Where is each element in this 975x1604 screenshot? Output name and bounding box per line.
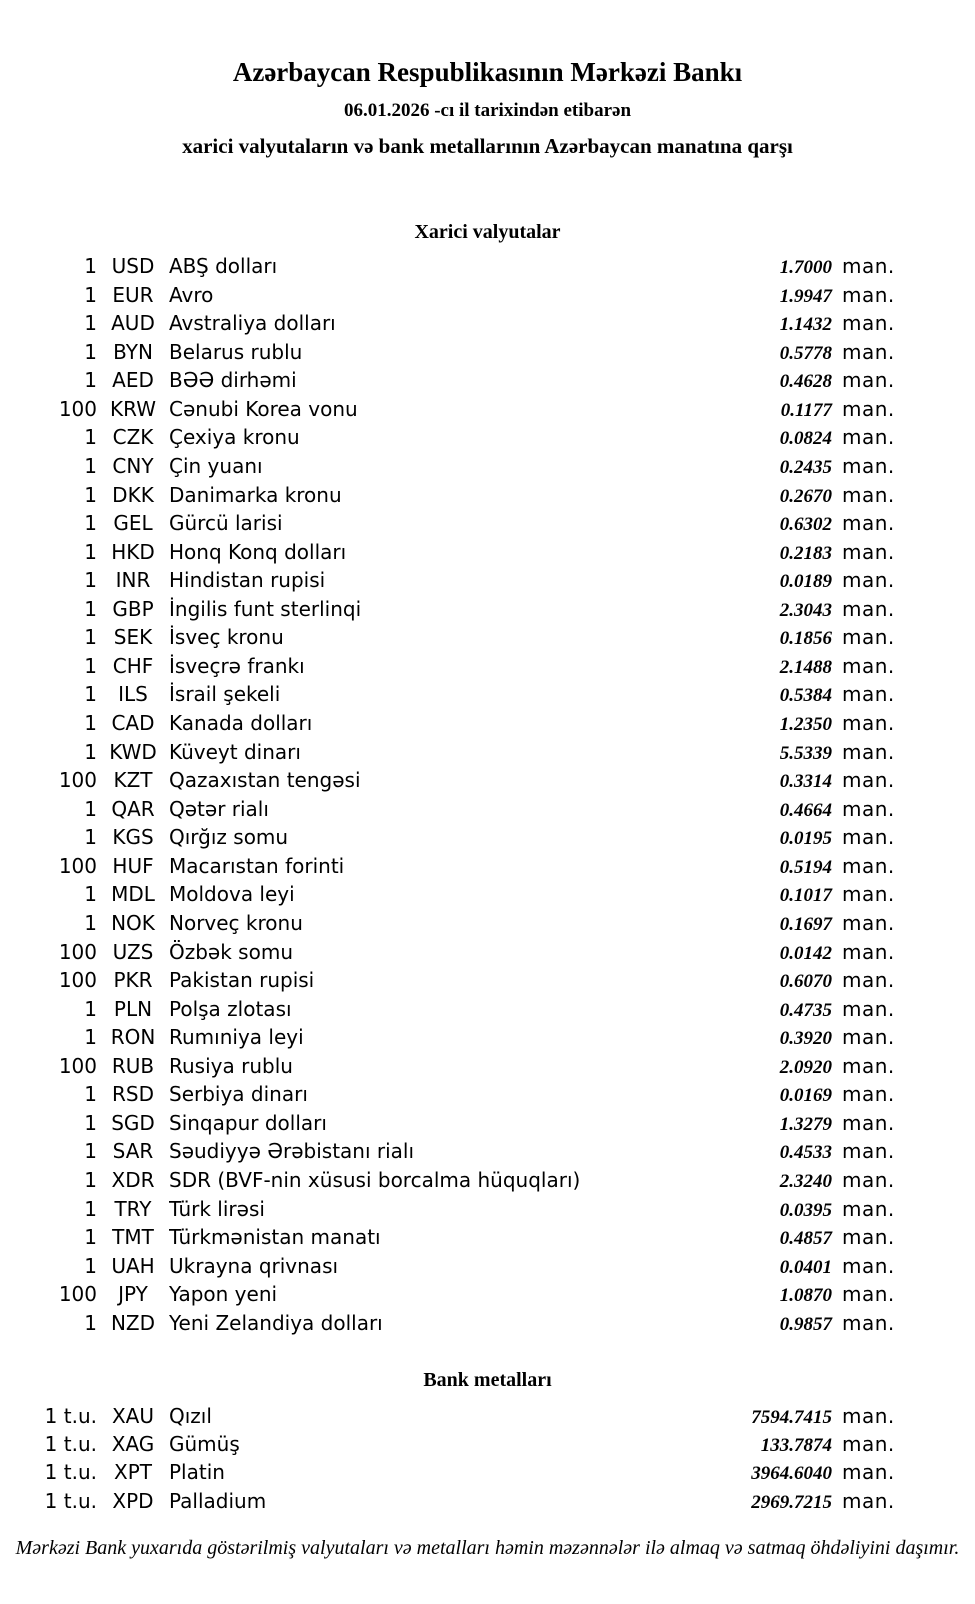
currency-rate-value: 2.1488 xyxy=(779,656,832,678)
currency-rate-value: 0.4628 xyxy=(779,371,832,393)
metal-rate-table xyxy=(0,1402,975,1515)
currency-quantity: 1 xyxy=(84,1196,97,1221)
currency-name: ABŞ dolları xyxy=(169,254,278,278)
currency-rate-row xyxy=(0,909,975,938)
currency-name: Səudiyyə Ərəbistanı rialı xyxy=(169,1139,415,1164)
metal-unit-label: man. xyxy=(842,1488,895,1513)
currency-name: İsveçrə frankı xyxy=(169,653,305,678)
currency-quantity: 1 xyxy=(84,625,97,650)
page-title: Azərbaycan Respublikasının Mərkəzi Bankı xyxy=(232,57,743,87)
currency-unit-label: man. xyxy=(842,339,895,364)
currency-name: Kanada dolları xyxy=(169,711,313,735)
currency-rate-value: 2.0920 xyxy=(779,1056,832,1078)
currency-quantity: 1 xyxy=(84,1168,97,1192)
currency-unit-label: man. xyxy=(842,1168,895,1192)
currency-rate-row xyxy=(0,252,975,281)
currency-name: Cənubi Korea vonu xyxy=(169,396,358,421)
currency-rate-row xyxy=(0,1109,975,1138)
currency-rate-row xyxy=(0,766,975,795)
disclaimer-note: Mərkəzi Bank yuxarıda göstərilmiş valyutaları və metalları həmin məzənnələr ilə almaq və satmaq öhdəliyini daşımır. xyxy=(15,1537,960,1559)
currency-name: Hindistan rupisi xyxy=(169,568,326,593)
currency-unit-label: man. xyxy=(842,311,895,336)
currency-name: SDR (BVF-nin xüsusi borcalma hüquqları) xyxy=(169,1168,581,1192)
currency-quantity: 1 xyxy=(84,1082,97,1107)
currency-quantity: 1 xyxy=(84,539,97,564)
currency-rate-value: 0.2435 xyxy=(779,456,832,478)
currency-rate-row xyxy=(0,966,975,995)
currency-rate-value: 1.1432 xyxy=(779,314,832,336)
currency-code: CNY xyxy=(112,453,154,478)
currency-name: Sinqapur dolları xyxy=(169,1110,327,1135)
currency-unit-label: man. xyxy=(842,996,895,1021)
currency-rate-row xyxy=(0,738,975,767)
currency-rate-row xyxy=(0,1309,975,1338)
currency-rate-value: 0.5194 xyxy=(779,856,832,878)
currency-code: SAR xyxy=(112,1139,154,1164)
currency-unit-label: man. xyxy=(842,1225,895,1250)
currency-code: CHF xyxy=(112,653,154,678)
currency-rate-row xyxy=(0,680,975,709)
currency-code: PKR xyxy=(113,968,153,993)
currency-rate-value: 1.7000 xyxy=(779,257,832,278)
currency-quantity: 1 xyxy=(84,425,97,450)
metal-rate-row xyxy=(0,1430,975,1458)
currency-name: Moldova leyi xyxy=(169,882,295,907)
currency-quantity: 1 xyxy=(84,882,97,907)
currency-rate-value: 0.0195 xyxy=(779,828,832,850)
currency-unit-label: man. xyxy=(842,968,895,993)
currency-code: KRW xyxy=(110,396,156,421)
currency-name: Türk lirəsi xyxy=(169,1196,265,1221)
metal-rate-row xyxy=(0,1458,975,1486)
currency-rate-row xyxy=(0,481,975,510)
currency-code: PLN xyxy=(113,996,153,1021)
metal-rate-value: 133.7874 xyxy=(760,1435,832,1457)
currency-quantity: 1 xyxy=(84,711,97,735)
currency-name: Danimarka kronu xyxy=(169,482,342,507)
currency-name: Avstraliya dolları xyxy=(169,311,336,336)
currency-name: Norveç kronu xyxy=(169,910,303,935)
currency-code: KZT xyxy=(113,768,153,793)
currency-unit-label: man. xyxy=(842,711,895,735)
currency-quantity: 1 xyxy=(84,254,97,278)
currency-rate-value: 0.9857 xyxy=(779,1313,832,1335)
currency-rate-value: 0.2670 xyxy=(779,485,832,507)
currency-unit-label: man. xyxy=(842,568,895,593)
currency-rate-row xyxy=(0,1195,975,1224)
currency-name: Rumıniya leyi xyxy=(169,1025,304,1050)
metal-rate-row xyxy=(0,1487,975,1515)
metal-rate-row xyxy=(0,1402,975,1430)
currency-code: MDL xyxy=(111,882,155,907)
metal-quantity: 1 t.u. xyxy=(44,1460,97,1485)
currency-code: CAD xyxy=(111,711,155,735)
currency-rate-value: 0.6070 xyxy=(779,971,832,993)
currency-quantity: 1 xyxy=(84,1110,97,1135)
currency-name: Polşa zlotası xyxy=(169,996,292,1021)
effective-date: 06.01.2026 -cı il tarixindən etibarən xyxy=(343,100,632,121)
currency-unit-label: man. xyxy=(842,1196,895,1221)
currency-quantity: 1 xyxy=(84,568,97,593)
currency-name: Yapon yeni xyxy=(169,1282,278,1307)
currency-code: DKK xyxy=(112,482,154,507)
currency-code: JPY xyxy=(118,1282,148,1307)
currency-name: İngilis funt sterlinqi xyxy=(169,596,362,621)
currency-name: Macarıstan forinti xyxy=(169,853,345,878)
currency-rate-value: 0.1017 xyxy=(779,885,832,907)
currency-rate-value: 2.3240 xyxy=(779,1171,832,1192)
currency-code: RON xyxy=(110,1025,156,1050)
currency-rate-value: 0.0401 xyxy=(779,1256,832,1278)
currency-code: RUB xyxy=(111,1053,155,1078)
currency-quantity: 1 xyxy=(84,1310,97,1335)
currency-rate-row xyxy=(0,423,975,452)
currency-rate-value: 0.2183 xyxy=(779,542,832,564)
currency-name: Qətər rialı xyxy=(169,796,269,821)
currency-code: HKD xyxy=(111,539,155,564)
currency-name: BƏƏ dirhəmi xyxy=(169,368,297,393)
currency-rate-value: 0.4735 xyxy=(779,999,832,1021)
currency-rate-row xyxy=(0,623,975,652)
currency-unit-label: man. xyxy=(842,539,895,564)
metal-quantity: 1 t.u. xyxy=(44,1488,97,1513)
currency-rate-value: 0.0189 xyxy=(779,571,832,593)
metals-section-title: Bank metalları xyxy=(423,1369,552,1391)
currency-rate-value: 0.1856 xyxy=(779,628,832,650)
currency-quantity: 100 xyxy=(58,939,97,964)
metal-quantity: 1 t.u. xyxy=(44,1404,97,1428)
metal-name: Platin xyxy=(169,1460,225,1485)
currency-rate-value: 1.9947 xyxy=(779,285,832,307)
currency-rate-row xyxy=(0,795,975,824)
currency-rate-value: 2.3043 xyxy=(779,599,832,621)
currency-unit-label: man. xyxy=(842,1253,895,1278)
currency-code: SGD xyxy=(111,1110,155,1135)
currency-rate-row xyxy=(0,1223,975,1252)
currency-name: Küveyt dinarı xyxy=(169,739,301,764)
currency-unit-label: man. xyxy=(842,882,895,907)
currency-quantity: 1 xyxy=(84,910,97,935)
currency-rate-row xyxy=(0,595,975,624)
metal-rate-value: 7594.7415 xyxy=(751,1407,832,1428)
currency-rate-row xyxy=(0,1023,975,1052)
currency-code: ILS xyxy=(118,682,148,707)
currency-rate-value: 0.4664 xyxy=(779,799,832,821)
currency-rate-value: 0.1697 xyxy=(779,913,832,935)
currency-unit-label: man. xyxy=(842,453,895,478)
currency-rate-row xyxy=(0,995,975,1024)
currency-quantity: 1 xyxy=(84,682,97,707)
currencies-section-title: Xarici valyutalar xyxy=(414,221,561,243)
currency-code: BYN xyxy=(113,339,153,364)
currency-unit-label: man. xyxy=(842,768,895,793)
currency-rate-row xyxy=(0,1052,975,1081)
currency-quantity: 1 xyxy=(84,482,97,507)
currency-quantity: 1 xyxy=(84,1253,97,1278)
metal-unit-label: man. xyxy=(842,1404,895,1428)
currency-code: AED xyxy=(112,368,154,393)
currency-rate-row xyxy=(0,652,975,681)
currency-rate-value: 0.6302 xyxy=(779,514,832,536)
currency-quantity: 1 xyxy=(84,825,97,850)
currency-code: GBP xyxy=(112,596,154,621)
currency-name: Belarus rublu xyxy=(169,339,303,364)
currency-quantity: 1 xyxy=(84,996,97,1021)
currency-quantity: 1 xyxy=(84,453,97,478)
currency-unit-label: man. xyxy=(842,511,895,536)
currency-name: Türkmənistan manatı xyxy=(169,1225,381,1250)
currency-rate-row xyxy=(0,1080,975,1109)
metal-rate-value: 3964.6040 xyxy=(751,1463,832,1485)
currency-unit-label: man. xyxy=(842,254,895,278)
currency-quantity: 1 xyxy=(84,796,97,821)
currency-unit-label: man. xyxy=(842,282,895,307)
currency-quantity: 1 xyxy=(84,1225,97,1250)
currency-unit-label: man. xyxy=(842,1082,895,1107)
currency-code: UZS xyxy=(112,939,154,964)
metal-code: XAU xyxy=(111,1404,155,1428)
currency-name: İsveç kronu xyxy=(169,625,284,650)
currency-quantity: 1 xyxy=(84,653,97,678)
currency-rate-row xyxy=(0,1137,975,1166)
currency-quantity: 100 xyxy=(58,396,97,421)
metal-name: Gümüş xyxy=(169,1432,240,1457)
currency-rate-value: 5.5339 xyxy=(779,742,832,764)
currency-rate-value: 0.0169 xyxy=(779,1085,832,1107)
currency-rate-value: 1.2350 xyxy=(779,714,832,735)
currency-quantity: 100 xyxy=(58,768,97,793)
currency-code: EUR xyxy=(112,282,154,307)
currency-quantity: 1 xyxy=(84,339,97,364)
currency-rate-value: 1.3279 xyxy=(779,1113,832,1135)
page-subtitle: xarici valyutaların və bank metallarının Azərbaycan manatına qarşı xyxy=(182,134,793,158)
currency-code: NOK xyxy=(111,910,155,935)
currency-quantity: 1 xyxy=(84,511,97,536)
currency-unit-label: man. xyxy=(842,796,895,821)
currency-unit-label: man. xyxy=(842,1282,895,1307)
metal-code: XAG xyxy=(111,1432,155,1457)
currency-name: Ukrayna qrivnası xyxy=(169,1253,339,1278)
currency-rate-value: 0.5384 xyxy=(779,685,832,707)
currency-name: Çin yuanı xyxy=(169,453,263,478)
currency-rate-row xyxy=(0,395,975,424)
currency-quantity: 1 xyxy=(84,282,97,307)
currency-rate-row xyxy=(0,1166,975,1195)
currency-code: TMT xyxy=(112,1225,154,1250)
currency-code: QAR xyxy=(111,796,155,821)
currency-code: AUD xyxy=(111,311,155,336)
currency-unit-label: man. xyxy=(842,425,895,450)
currency-quantity: 1 xyxy=(84,1025,97,1050)
currency-unit-label: man. xyxy=(842,1053,895,1078)
currency-rate-row xyxy=(0,509,975,538)
currency-unit-label: man. xyxy=(842,1025,895,1050)
currency-name: Serbiya dinarı xyxy=(169,1082,308,1107)
currency-rate-value: 0.5778 xyxy=(779,342,832,364)
currency-rate-row xyxy=(0,823,975,852)
currency-code: KGS xyxy=(112,825,154,850)
currency-rate-row xyxy=(0,938,975,967)
currency-unit-label: man. xyxy=(842,368,895,393)
currency-rate-row xyxy=(0,709,975,738)
currency-name: Özbək somu xyxy=(169,939,293,964)
currency-rate-row xyxy=(0,452,975,481)
currency-unit-label: man. xyxy=(842,739,895,764)
currency-rate-table xyxy=(0,252,975,1337)
currency-unit-label: man. xyxy=(842,1139,895,1164)
currency-rate-row xyxy=(0,281,975,310)
currency-rate-value: 0.0824 xyxy=(779,428,832,450)
currency-name: Honq Konq dolları xyxy=(169,539,347,564)
currency-rate-row xyxy=(0,338,975,367)
metal-rate-value: 2969.7215 xyxy=(751,1491,832,1513)
currency-rate-row xyxy=(0,366,975,395)
currency-rate-value: 0.1177 xyxy=(780,399,832,421)
currency-code: USD xyxy=(111,254,155,278)
currency-quantity: 1 xyxy=(84,739,97,764)
currency-name: Qazaxıstan tengəsi xyxy=(169,768,361,793)
currency-code: INR xyxy=(115,568,151,593)
currency-unit-label: man. xyxy=(842,682,895,707)
currency-code: SEK xyxy=(113,625,153,650)
metal-code: XPT xyxy=(114,1460,152,1485)
currency-name: İsrail şekeli xyxy=(169,682,281,707)
currency-rate-value: 0.3314 xyxy=(779,771,832,793)
currency-rate-row xyxy=(0,1252,975,1281)
currency-unit-label: man. xyxy=(842,1110,895,1135)
currency-quantity: 1 xyxy=(84,596,97,621)
currency-rate-value: 0.4533 xyxy=(779,1142,832,1164)
currency-rate-value: 1.0870 xyxy=(779,1285,832,1307)
currency-unit-label: man. xyxy=(842,939,895,964)
currency-name: Çexiya kronu xyxy=(169,425,300,450)
currency-unit-label: man. xyxy=(842,396,895,421)
currency-code: GEL xyxy=(113,511,153,536)
currency-code: NZD xyxy=(110,1310,156,1335)
currency-name: Avro xyxy=(169,282,214,307)
currency-name: Pakistan rupisi xyxy=(169,968,315,993)
currency-name: Rusiya rublu xyxy=(169,1053,293,1078)
currency-unit-label: man. xyxy=(842,482,895,507)
currency-rate-value: 0.0142 xyxy=(779,942,832,964)
currency-rate-value: 0.4857 xyxy=(779,1228,832,1250)
metal-unit-label: man. xyxy=(842,1432,895,1457)
currency-quantity: 1 xyxy=(84,311,97,336)
metal-quantity: 1 t.u. xyxy=(44,1432,97,1457)
currency-rate-row xyxy=(0,309,975,338)
currency-code: UAH xyxy=(111,1253,155,1278)
currency-unit-label: man. xyxy=(842,825,895,850)
currency-unit-label: man. xyxy=(842,910,895,935)
metal-code: XPD xyxy=(112,1488,154,1513)
currency-name: Qırğız somu xyxy=(169,825,289,850)
currency-code: HUF xyxy=(112,853,154,878)
currency-rate-value: 0.3920 xyxy=(779,1028,832,1050)
currency-quantity: 100 xyxy=(58,1053,97,1078)
currency-code: KWD xyxy=(109,739,157,764)
currency-unit-label: man. xyxy=(842,1310,895,1335)
currency-unit-label: man. xyxy=(842,653,895,678)
currency-unit-label: man. xyxy=(842,596,895,621)
currency-quantity: 100 xyxy=(58,1282,97,1307)
currency-rate-row xyxy=(0,852,975,881)
currency-unit-label: man. xyxy=(842,625,895,650)
metal-name: Qızıl xyxy=(169,1404,212,1428)
currency-name: Gürcü larisi xyxy=(169,511,283,536)
currency-code: TRY xyxy=(114,1196,152,1221)
currency-code: XDR xyxy=(111,1168,155,1192)
currency-rate-row xyxy=(0,1280,975,1309)
metal-unit-label: man. xyxy=(842,1460,895,1485)
currency-quantity: 100 xyxy=(58,853,97,878)
currency-code: CZK xyxy=(112,425,154,450)
currency-code: RSD xyxy=(112,1082,154,1107)
currency-quantity: 100 xyxy=(58,968,97,993)
currency-quantity: 1 xyxy=(84,1139,97,1164)
currency-quantity: 1 xyxy=(84,368,97,393)
currency-unit-label: man. xyxy=(842,853,895,878)
currency-rate-row xyxy=(0,880,975,909)
currency-rate-row xyxy=(0,538,975,567)
currency-rate-row xyxy=(0,566,975,595)
currency-rate-value: 0.0395 xyxy=(779,1199,832,1221)
metal-name: Palladium xyxy=(169,1488,267,1513)
currency-name: Yeni Zelandiya dolları xyxy=(169,1310,383,1335)
